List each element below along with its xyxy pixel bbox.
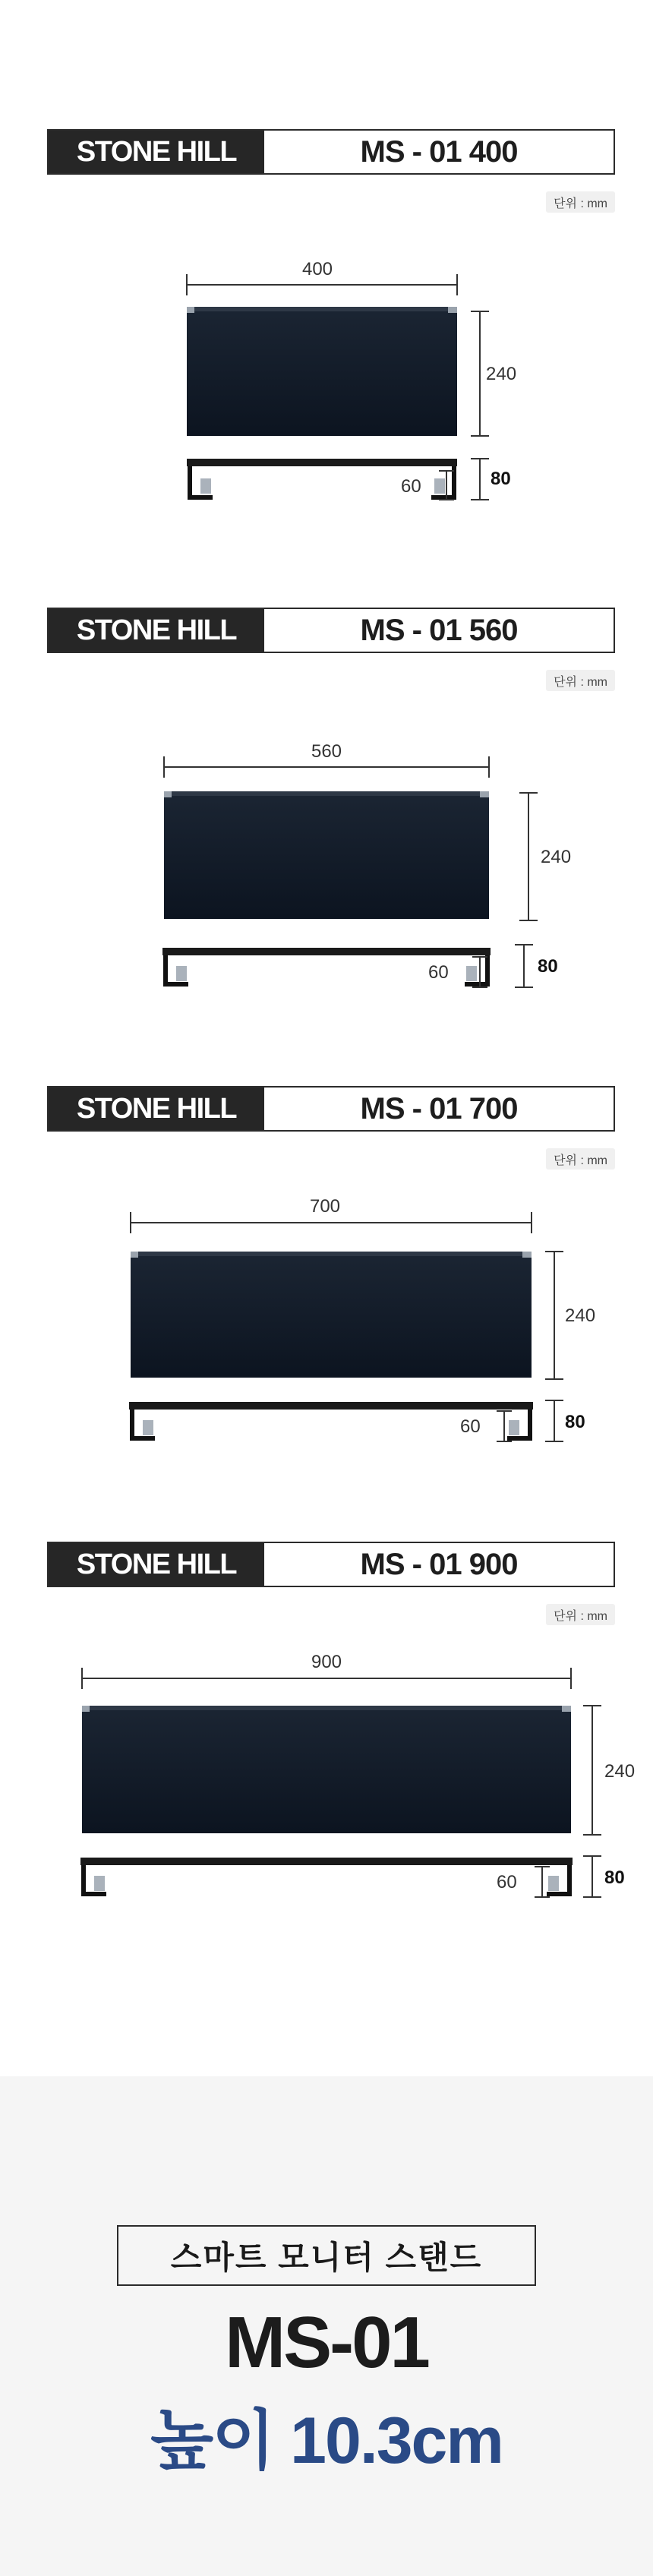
leg-label: 60 [497, 1872, 517, 1893]
leg-label: 60 [460, 1416, 481, 1437]
monitor-panel [187, 307, 457, 436]
monitor-panel [82, 1706, 571, 1833]
leg-label: 60 [428, 962, 449, 983]
dimension-drawing [0, 471, 653, 1002]
product-summary [0, 2076, 653, 2576]
dimension-drawing [0, 0, 653, 532]
unit-badge: 단위 : mm [546, 1604, 615, 1625]
section-ms01-400 [0, 0, 653, 532]
product-model: MS-01 [225, 2302, 428, 2383]
brand-label: STONE HILL [49, 609, 264, 652]
unit-badge: 단위 : mm [546, 670, 615, 691]
dimension-drawing [0, 1405, 653, 1921]
product-height: 높이 10.3cm [150, 2404, 503, 2477]
panel-height-label: 240 [565, 1305, 596, 1326]
monitor-panel [131, 1252, 532, 1378]
brand-label: STONE HILL [49, 131, 264, 173]
width-label: 560 [311, 741, 342, 762]
panel-height-label: 240 [604, 1761, 636, 1782]
panel-height-label: 240 [486, 364, 517, 384]
width-label: 400 [301, 259, 333, 279]
monitor-panel [164, 791, 489, 919]
section-ms01-700 [0, 949, 653, 1466]
product-name: 스마트 모니터 스탠드 [117, 2225, 536, 2286]
total-height-label: 80 [538, 956, 558, 977]
width-label: 900 [311, 1652, 342, 1672]
section-ms01-560 [0, 471, 653, 1002]
brand-label: STONE HILL [49, 1088, 264, 1130]
total-height-label: 80 [565, 1412, 585, 1432]
unit-badge: 단위 : mm [546, 1148, 615, 1170]
section-ms01-900 [0, 1405, 653, 1921]
leg-label: 60 [401, 476, 421, 497]
panel-height-label: 240 [541, 847, 572, 867]
model-label: MS - 01 560 [360, 613, 518, 647]
width-label: 700 [309, 1196, 341, 1217]
model-label: MS - 01 700 [360, 1091, 518, 1125]
model-label: MS - 01 400 [360, 134, 518, 169]
model-label: MS - 01 900 [360, 1547, 518, 1581]
dimension-drawing [0, 949, 653, 1466]
total-height-label: 80 [604, 1867, 625, 1888]
unit-badge: 단위 : mm [546, 191, 615, 213]
total-height-label: 80 [491, 469, 511, 489]
brand-label: STONE HILL [49, 1543, 264, 1586]
